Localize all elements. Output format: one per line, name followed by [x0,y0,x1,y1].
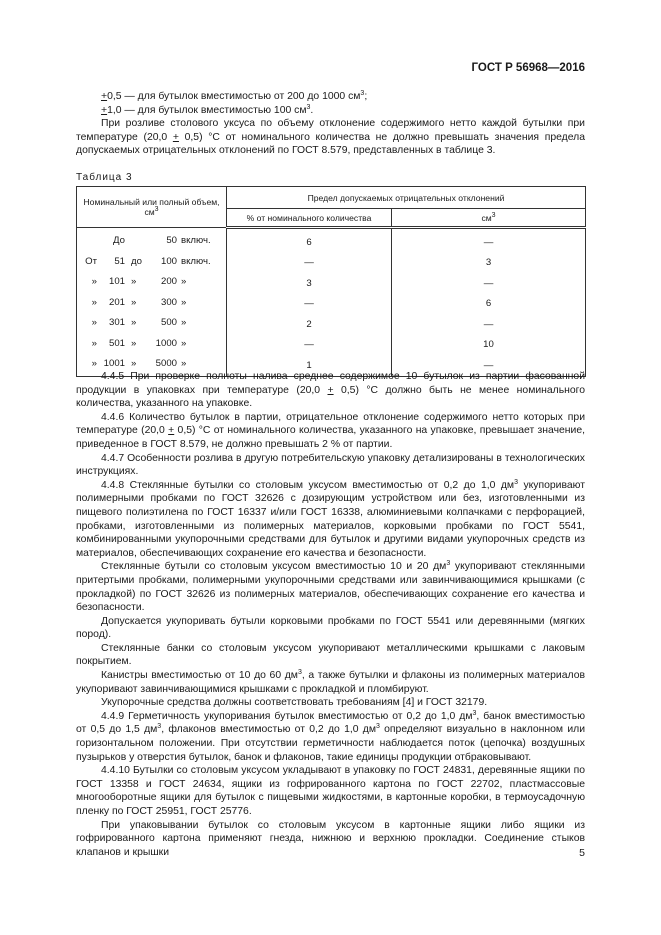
section-4-4-10: 4.4.10 Бутылки со столовым уксусом укладывают в упаковку по ГОСТ 24831, деревянные ящики по ГОСТ 13358 и ГОСТ 24634, ящики из гофрированного картона по ГОСТ 22702, пластмассовые многооборотные ящики для бутылок с пищевыми жидкостями, в картонные коробки, в термоусадочную пленку по ГОСТ 25951, ГОСТ 25776. [76,765,585,817]
paragraph-jars: Стеклянные банки со столовым уксусом укупоривают металлическими крышками с лаковым покрытием. [76,642,585,668]
column-header-volume: Номинальный или полный объем, $см^3$ [77,187,227,228]
table-row [77,335,586,356]
volume-part: 201 [108,296,125,308]
percent-cell: — [227,253,392,274]
volume-part: 5000 [155,358,177,370]
column-header-cm: $см^3$ [392,209,586,228]
percent-cell: — [227,294,392,315]
volume-part: 500 [160,317,177,329]
paragraph-cork: Допускается укупоривать бутыли корковыми пробками по ГОСТ 5541 или деревянными (мягких пород). [76,615,585,641]
table-row [77,294,586,315]
table-row [77,253,586,274]
intro-paragraph: При розливе столового уксуса по объему отклонение содержимого нетто каждой бутылки при температуре (20,0 + 0,5) °С от номинального количества не должно превышать значения предела допускаемых отрицательных отклонений по ГОСТ 8.579, представленных в таблице 3. [76,118,585,157]
volume-cell [77,335,227,356]
cm-cell: 3 [392,253,586,274]
section-4-4-7: 4.4.7 Особенности розлива в другую потребительскую упаковку детализированы в технологических инструкциях. [76,452,585,478]
volume-part: » [91,296,97,308]
section-4-4-9: 4.4.9 Герметичность укупоривания бутылок вместимостью от 0,2 до 1,0 $дм^3$, банок вместимостью от 0,5 до 1,5 $дм^3$, флаконов вместимостью от 0,2 до 1,0 $дм^3$ определяют визуально в наклонном или горизонтальном положении. При отсутствии герметичности наблюдается поток (цепочка) воздушных пузырьков у отверстия бутылок, банок и флаконов, такие единицы продукции отбраковывают. [76,709,585,763]
volume-part: » [131,276,137,288]
volume-part: 200 [160,276,177,288]
table-row [77,273,586,294]
cm-cell: 6 [392,294,586,315]
table-row [77,228,586,253]
section-4-4-5: 4.4.5 При проверке полноты налива среднее содержимое 10 бутылок из партии фасованной продукции в упаковках при температуре (20,0 + 0,5) °С должно быть не менее номинального количества, указанного на упаковке. [76,371,585,410]
volume-part: 501 [108,337,125,349]
percent-cell: 6 [227,228,392,253]
cm-cell: — [392,228,586,253]
volume-part: До [113,234,125,246]
paragraph-requirements: Укупорочные средства должны соответствовать требованиям [4] и ГОСТ 32179. [101,697,488,709]
volume-part: включ. [181,255,211,267]
percent-cell: — [227,335,392,356]
tolerance-line-2: +1,0 — для бутылок вместимостью 100 $см^3$. [101,103,314,116]
cm-cell: — [392,355,586,376]
volume-part: » [181,337,187,349]
table-row [77,314,586,335]
volume-part: От [85,255,97,267]
table-caption: Таблица 3 [76,172,133,183]
volume-cell [77,253,227,274]
column-header-percent: % от номинального количества [227,209,392,228]
volume-part: » [181,317,187,329]
cm-cell: 10 [392,335,586,356]
volume-part: » [91,358,97,370]
volume-part: » [91,337,97,349]
column-group-header: Предел допускаемых отрицательных отклонений [227,187,586,209]
section-4-4-6: 4.4.6 Количество бутылок в партии, отрицательное отклонение содержимого нетто которых при температуре (20,0 + 0,5) °С от номинального количества, указанного на упаковке, превышает значение, приведенное в ГОСТ 8.579, не должно превышать 2 % от партии. [76,411,585,450]
percent-cell: 1 [227,355,392,376]
volume-part: 101 [108,276,125,288]
volume-part: » [131,337,137,349]
volume-cell [77,273,227,294]
cm-cell: — [392,314,586,335]
volume-part: 301 [108,317,125,329]
percent-cell: 3 [227,273,392,294]
tolerance-table [76,186,586,377]
volume-part: » [131,358,137,370]
volume-part: 100 [160,255,177,267]
percent-cell: 2 [227,314,392,335]
page-number: 5 [579,847,585,859]
volume-part: » [181,276,187,288]
volume-cell [77,294,227,315]
volume-part: 1000 [155,337,177,349]
volume-part: » [91,317,97,329]
volume-part: » [181,296,187,308]
volume-cell [77,314,227,335]
volume-part: » [91,276,97,288]
volume-part: » [131,317,137,329]
paragraph-canisters: Канистры вместимостью от 10 до 60 $дм^3$, а также бутылки и флаконы из полимерных материалов укупоривают завинчивающимися крышками с прокладкой и пломбируют. [76,669,585,695]
volume-part: включ. [181,234,211,246]
volume-cell [77,228,227,253]
volume-part: 50 [166,234,177,246]
volume-part: » [131,296,137,308]
cm-cell: — [392,273,586,294]
paragraph-glass-bottles: Стеклянные бутыли со столовым уксусом вместимостью 10 и 20 $дм^3$ укупоривают стеклянными притертыми пробками, полимерными укупорочными средствами или завинчивающимися крышками (с прокладкой) по ГОСТ 32626 из полимерных материалов, обеспечивающих сохранение его качества и безопасности. [76,560,585,614]
volume-part: 51 [114,255,125,267]
main-text [76,370,585,859]
document-header: ГОСТ Р 56968—2016 [471,62,585,74]
intro-block [76,90,585,158]
volume-part: до [131,255,142,267]
volume-part: 1001 [103,358,125,370]
tolerance-line-1: +0,5 — для бутылок вместимостью от 200 до 1000 $см^3$; [101,90,368,102]
paragraph-packing: При упаковывании бутылок со столовым уксусом в картонные ящики либо ящики из гофрированного картона применяют гнезда, нижнюю и верхнюю прокладки. Соединение стыков клапанов и крышки [76,819,585,858]
volume-part: » [181,358,187,370]
section-4-4-8: 4.4.8 Стеклянные бутылки со столовым уксусом вместимостью от 0,2 до 1,0 $дм^3$ укупоривают полимерными пробками по ГОСТ 32626 с дозирующим устройством или без, изготовленными из пищевого полиэтилена по ГОСТ 16337 и/или ГОСТ 16338, алюминиевыми колпачками с перфорацией, пробками, изготовленными из полимерных материалов, корковыми пробками по ГОСТ 5541, комбинированными укупорочными средствами для бутылок и другими видами укупорочных средств из материалов, обеспечивающих сохранение его качества и безопасности. [76,478,585,559]
volume-part: 300 [160,296,177,308]
